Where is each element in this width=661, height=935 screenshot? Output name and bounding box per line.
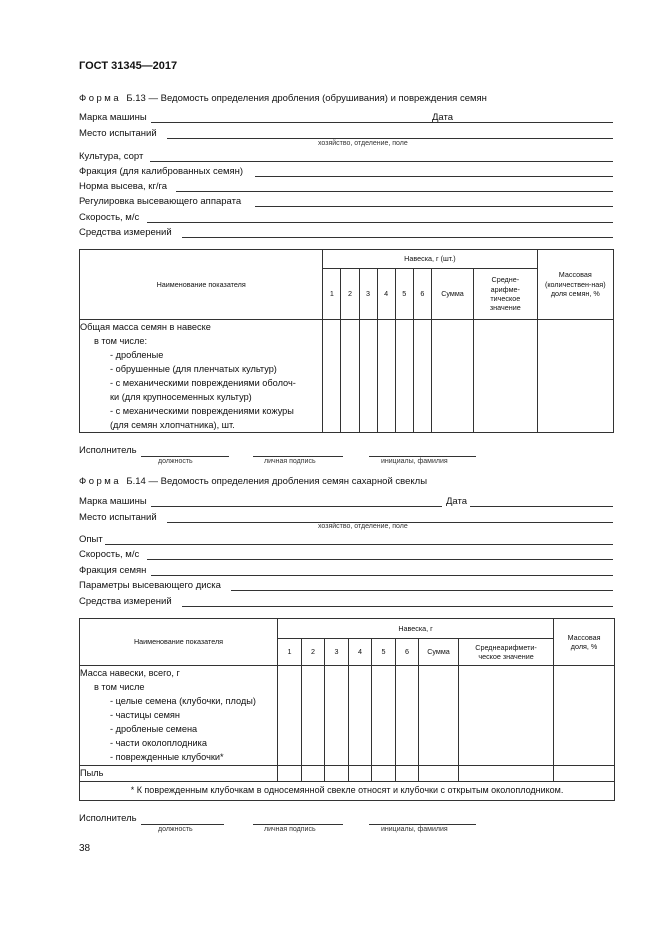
form14-col-num: 1 <box>278 639 302 666</box>
list-item: ки (для крупносеменных культур) <box>110 392 252 402</box>
form14-footnote: * К поврежденным клубочкам в односемянной свекле относят и клубочки с открытым околоплодником. <box>80 782 615 801</box>
form13-signature-label: Исполнитель <box>79 445 137 456</box>
form14-title-prefix: Форма <box>79 476 122 487</box>
form14-col-sum: Сумма <box>419 639 459 666</box>
table-cell[interactable] <box>554 766 615 782</box>
table-cell[interactable] <box>413 320 431 433</box>
form14-name-line[interactable] <box>369 823 476 825</box>
form13-place-line[interactable] <box>167 137 613 139</box>
table-cell[interactable] <box>396 666 419 766</box>
form13-signature <box>79 445 499 469</box>
form14-col-num: 2 <box>302 639 325 666</box>
table-cell[interactable] <box>372 666 396 766</box>
form13-tools-row <box>79 225 613 239</box>
form13-col-avg: Средне-арифме-тическое значение <box>474 269 537 320</box>
form14-experiment-line[interactable] <box>105 543 613 545</box>
form13-sign-line[interactable] <box>253 455 343 457</box>
form14-place-row <box>79 510 613 524</box>
form14-tools-line[interactable] <box>182 605 613 607</box>
form14-machine-line[interactable] <box>151 505 442 507</box>
form13-norm-row <box>79 179 613 193</box>
form13-fraction-line[interactable] <box>255 175 613 177</box>
form14-col-num: 5 <box>372 639 396 666</box>
table-cell[interactable] <box>419 766 459 782</box>
table-cell[interactable] <box>359 320 377 433</box>
form14-row-labels <box>80 666 278 766</box>
form14-machine-row <box>79 494 613 508</box>
form14-cap-name: инициалы, фамилия <box>381 826 448 833</box>
form13-col-num: 3 <box>359 269 377 320</box>
form13-col-num: 2 <box>341 269 359 320</box>
form14-cap-position: должность <box>158 826 193 833</box>
form13-col-sample: Навеска, г (шт.) <box>323 250 537 269</box>
form14-machine-label: Марка машины <box>79 496 147 507</box>
form13-culture-line[interactable] <box>150 160 613 162</box>
table-cell[interactable] <box>395 320 413 433</box>
form13-tools-line[interactable] <box>182 236 613 238</box>
table-cell[interactable] <box>302 666 325 766</box>
form13-col-num: 6 <box>413 269 431 320</box>
list-item: - с механическими повреждениями оболоч- <box>110 378 296 388</box>
form14-date-label: Дата <box>446 496 468 507</box>
form14-disk-row <box>79 578 613 592</box>
form13-title-prefix: Форма <box>79 93 122 104</box>
table-cell[interactable] <box>278 666 302 766</box>
list-item: - части околоплодника <box>110 738 207 748</box>
table-cell[interactable] <box>419 666 459 766</box>
form14-signature-label: Исполнитель <box>79 813 137 824</box>
form13-place-row <box>79 126 613 140</box>
form14-col-mass: Массовая доля, % <box>554 619 615 666</box>
table-cell[interactable] <box>459 766 554 782</box>
table-cell[interactable] <box>349 666 372 766</box>
form13-fraction-label: Фракция (для калиброванных семян) <box>79 166 244 177</box>
table-cell[interactable] <box>325 666 349 766</box>
form13-machine-row <box>79 110 613 124</box>
list-item: - частицы семян <box>110 710 180 720</box>
table-cell[interactable] <box>396 766 419 782</box>
table-cell[interactable] <box>323 320 341 433</box>
form13-col-num: 4 <box>377 269 395 320</box>
form14-fraction-label: Фракция семян <box>79 565 147 576</box>
document-header: ГОСТ 31345—2017 <box>79 60 178 72</box>
form13-cap-position: должность <box>158 458 193 465</box>
form14-fraction-row <box>79 563 613 577</box>
form13-regulation-line[interactable] <box>255 205 613 207</box>
form14-title <box>79 476 427 487</box>
list-item: - поврежденные клубочки* <box>110 752 224 762</box>
form13-regulation-label: Регулировка высевающего аппарата <box>79 196 242 207</box>
form13-culture-label: Культура, сорт <box>79 151 144 162</box>
form14-cap-sign: личная подпись <box>264 826 316 833</box>
form13-fraction-row <box>79 164 613 178</box>
list-item: в том числе <box>94 682 145 692</box>
list-item: - дробленые <box>110 350 164 360</box>
form13-table <box>79 249 614 433</box>
form13-culture-row <box>79 149 613 163</box>
list-item: (для семян хлопчатника), шт. <box>110 420 235 430</box>
list-item: Масса навески, всего, г <box>80 668 180 678</box>
form14-sign-line[interactable] <box>253 823 343 825</box>
form14-date-line[interactable] <box>470 505 613 507</box>
table-cell[interactable] <box>278 766 302 782</box>
form14-tools-label: Средства измерений <box>79 596 172 607</box>
form14-speed-label: Скорость, м/с <box>79 549 140 560</box>
form13-col-num: 5 <box>395 269 413 320</box>
list-item: - дробленые семена <box>110 724 198 734</box>
form13-position-line[interactable] <box>141 455 229 457</box>
form13-col-sum: Сумма <box>431 269 473 320</box>
table-cell[interactable] <box>372 766 396 782</box>
list-item: - целые семена (клубочки, плоды) <box>110 696 256 706</box>
form13-date-line[interactable] <box>456 121 613 123</box>
form14-col-num: 6 <box>396 639 419 666</box>
form13-speed-label: Скорость, м/с <box>79 212 140 223</box>
table-cell[interactable] <box>325 766 349 782</box>
form13-col-num: 1 <box>323 269 341 320</box>
form14-tools-row <box>79 594 613 608</box>
form14-col-sample: Навеска, г <box>278 619 554 639</box>
list-item: - с механическими повреждениями кожуры <box>110 406 294 416</box>
form14-dust-label: Пыль <box>80 766 278 782</box>
form13-col-name: Наименование показателя <box>80 250 323 320</box>
form13-name-line[interactable] <box>369 455 476 457</box>
form13-row-labels <box>80 320 323 433</box>
form14-signature <box>79 813 499 837</box>
form14-col-num: 4 <box>349 639 372 666</box>
form14-place-label: Место испытаний <box>79 512 157 523</box>
table-cell[interactable] <box>349 766 372 782</box>
form13-norm-label: Норма высева, кг/га <box>79 181 168 192</box>
list-item: - обрушенные (для пленчатых культур) <box>110 364 277 374</box>
form14-col-avg: Среднеарифмети-ческое значение <box>459 639 554 666</box>
list-item: Общая масса семян в навеске <box>80 322 211 332</box>
form14-fraction-line[interactable] <box>151 574 613 576</box>
table-cell[interactable] <box>554 666 615 766</box>
page-number: 38 <box>79 843 91 854</box>
form13-col-mass: Массовая (количествен-ная) доля семян, % <box>537 250 613 320</box>
form14-experiment-label: Опыт <box>79 534 103 545</box>
form14-speed-line[interactable] <box>147 558 613 560</box>
list-item: в том числе: <box>94 336 148 346</box>
table-cell[interactable] <box>474 320 537 433</box>
form13-norm-line[interactable] <box>176 190 613 192</box>
form14-table <box>79 618 615 801</box>
form14-disk-line[interactable] <box>231 589 613 591</box>
form13-machine-label: Марка машины <box>79 112 147 123</box>
form13-place-label: Место испытаний <box>79 128 157 139</box>
form13-speed-row <box>79 210 613 224</box>
form14-title-text: Б.14 — Ведомость определения дробления семян сахарной свеклы <box>126 476 428 487</box>
table-cell[interactable] <box>459 666 554 766</box>
table-cell[interactable] <box>377 320 395 433</box>
form13-speed-line[interactable] <box>147 221 613 223</box>
form13-title-text: Б.13 — Ведомость определения дробления (обрушивания) и повреждения семян <box>126 93 487 104</box>
table-cell[interactable] <box>431 320 473 433</box>
form13-place-hint: хозяйство, отделение, поле <box>318 140 408 147</box>
form14-experiment-row <box>79 532 613 546</box>
form14-col-name: Наименование показателя <box>80 619 278 666</box>
table-cell[interactable] <box>302 766 325 782</box>
form14-col-num: 3 <box>325 639 349 666</box>
table-cell[interactable] <box>341 320 359 433</box>
form13-cap-name: инициалы, фамилия <box>381 458 448 465</box>
table-cell[interactable] <box>537 320 613 433</box>
form14-position-line[interactable] <box>141 823 224 825</box>
form14-speed-row <box>79 547 613 561</box>
form13-cap-sign: личная подпись <box>264 458 316 465</box>
form14-place-hint: хозяйство, отделение, поле <box>318 523 408 530</box>
form13-date-label: Дата <box>432 112 454 123</box>
form13-title <box>79 93 487 104</box>
form13-tools-label: Средства измерений <box>79 227 172 238</box>
form13-regulation-row <box>79 194 613 208</box>
form14-disk-label: Параметры высевающего диска <box>79 580 221 591</box>
